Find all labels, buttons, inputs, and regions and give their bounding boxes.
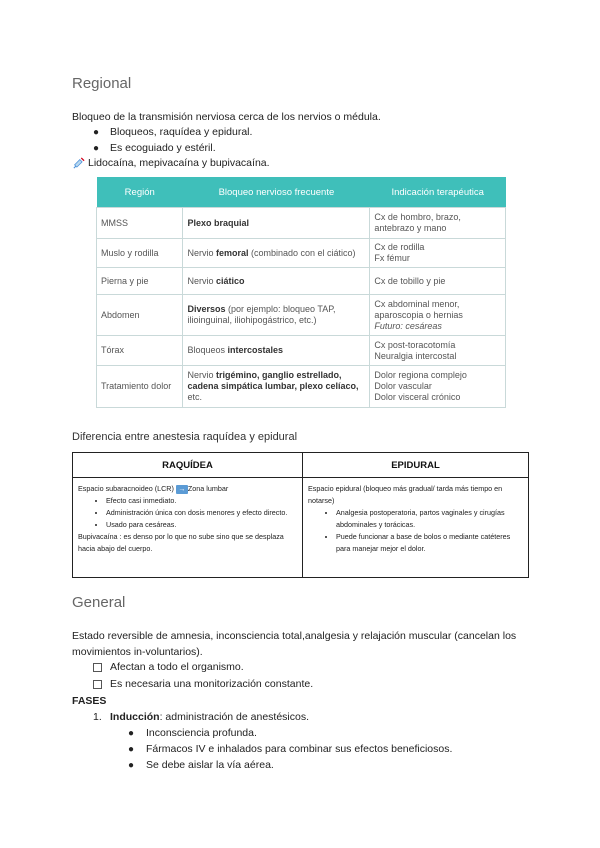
list-item: • Efecto casi inmediato. (106, 495, 297, 507)
list-item: • Puede funcionar a base de bolos o mediante catéteres para manejar mejor el dolor. (336, 531, 523, 555)
table-header: Región (97, 177, 183, 208)
table-cell: Abdomen (97, 295, 183, 336)
indication-line: Cx post-toracotomía (374, 339, 456, 350)
table-row (97, 208, 506, 239)
bold-text: ciático (215, 275, 245, 286)
indication-line: antebrazo y mano (374, 223, 447, 233)
phase-bullet: Se debe aislar la vía aérea. (146, 759, 274, 771)
phase-bullet: Fármacos IV e inhalados para combinar sus efectos beneficiosos. (146, 743, 453, 755)
table-cell (370, 336, 506, 366)
list-item: • Usado para cesáreas. (106, 519, 297, 531)
regional-bullet: Bloqueos, raquídea y epidural. (110, 126, 253, 138)
list-item: • Analgesia postoperatoria, partos vaginales y cirugías abdominales y torácicas. (336, 507, 523, 531)
regional-drugs: Lidocaína, mepivacaína y bupivacaína. (88, 157, 270, 169)
phases-label: FASES (72, 695, 107, 707)
table-cell: Tórax (97, 336, 183, 366)
epidural-list (308, 507, 523, 555)
table-cell: MMSS (97, 208, 183, 239)
bullet-icon: ● (93, 143, 100, 154)
table-header: Indicación terapéutica (370, 177, 506, 208)
checkbox-icon (93, 680, 102, 689)
table-cell (370, 208, 506, 239)
text: Nervio (187, 275, 216, 286)
check-item: Es necesaria una monitorización constante. (110, 678, 314, 690)
table-header: Bloqueo nervioso frecuente (183, 177, 370, 208)
regional-intro: Bloqueo de la transmisión nerviosa cerca de los nervios o médula. (72, 111, 381, 123)
bold-text: intercostales (227, 345, 284, 355)
text: Zona lumbar (187, 484, 229, 493)
table-cell: Pierna y pie (97, 268, 183, 295)
section-title-regional: Regional (72, 75, 132, 92)
table-cell (183, 295, 370, 336)
phase-bullet: Inconsciencia profunda. (146, 727, 257, 739)
indication-line: Dolor vascular (374, 381, 432, 391)
text: (por ejemplo: bloqueo TAP, ilioinguinal, iliohipogástrico, etc.) (187, 304, 336, 325)
raquidea-cell (73, 478, 303, 578)
bullet-icon: ● (128, 760, 135, 771)
bold-text: Plexo braquial (187, 217, 249, 228)
bupivacaina-note: Bupivacaína : es denso por lo que no sube sino que se desplaza hacia abajo del cuerpo. (78, 532, 284, 553)
text: etc. (187, 392, 202, 402)
table-cell: Muslo y rodilla (97, 239, 183, 268)
check-item: Afectan a todo el organismo. (110, 661, 244, 673)
bullet-icon: ● (128, 728, 135, 739)
general-intro-line-2: movimientos in-voluntarios). (72, 646, 203, 658)
indication-line: Cx de hombro, brazo, (374, 212, 461, 222)
column-header-epidural: EPIDURAL (303, 453, 529, 478)
bullet-icon: ● (128, 744, 135, 755)
table-row (97, 336, 506, 366)
table-row (73, 478, 529, 578)
indication-line: Cx de rodilla (374, 242, 425, 252)
table-row (97, 239, 506, 268)
bold-text: trigémino, ganglio estrellado, cadena simpática lumbar, plexo celíaco, (187, 370, 359, 391)
table-cell (370, 366, 506, 408)
phase-1 (110, 711, 309, 723)
regional-blocks-table (96, 177, 506, 408)
indication-line: Fx fémur (374, 253, 410, 263)
table-cell (183, 336, 370, 366)
text: (combinado con el ciático) (248, 247, 356, 258)
epidural-cell (303, 478, 529, 578)
table-cell (370, 239, 506, 268)
regional-bullet: Es ecoguiado y estéril. (110, 142, 216, 154)
phase-number: 1. (93, 711, 102, 723)
indication-line: Cx de tobillo y pie (374, 275, 446, 286)
table-cell (183, 268, 370, 295)
text: Nervio (187, 247, 216, 258)
table-cell (370, 268, 506, 295)
text: Espacio subaracnoideo (LCR) (78, 484, 176, 493)
indication-line: Dolor visceral crónico (374, 392, 461, 402)
indication-line: Dolor regiona complejo (374, 370, 467, 380)
text: Nervio (187, 370, 216, 380)
table-cell (183, 239, 370, 268)
indication-line: Futuro: cesáreas (374, 320, 442, 331)
indication-line: Cx abdominal menor, (374, 298, 460, 309)
phase-title: Inducción (110, 711, 160, 723)
syringe-icon (72, 157, 85, 170)
epidural-title: Espacio epidural (bloqueo más gradual/ tarda más tiempo en notarse) (308, 484, 503, 505)
table-row (97, 295, 506, 336)
table-cell (183, 208, 370, 239)
column-header-raquidea: RAQUÍDEA (73, 453, 303, 478)
bold-text: Diversos (187, 304, 226, 314)
section-title-general: General (72, 594, 126, 611)
right-arrow-icon: → (176, 485, 188, 494)
indication-line: Neuralgia intercostal (374, 350, 457, 361)
raquidea-title (78, 483, 297, 495)
indication-line: aparoscopia o hernias (374, 309, 463, 320)
table-row (97, 366, 506, 408)
table-cell (370, 295, 506, 336)
checkbox-icon (93, 663, 102, 672)
comparison-table (72, 452, 529, 578)
bold-text: femoral (215, 247, 249, 258)
comparison-heading: Diferencia entre anestesia raquídea y epidural (72, 431, 298, 443)
text: : administración de anestésicos. (159, 711, 310, 723)
table-cell (183, 366, 370, 408)
table-row (97, 268, 506, 295)
list-item: • Administración única con dosis menores y efecto directo. (106, 507, 297, 519)
bullet-icon: ● (93, 127, 100, 138)
raquidea-list (78, 495, 297, 531)
table-cell: Tratamiento dolor (97, 366, 183, 408)
general-intro-line-1: Estado reversible de amnesia, inconsciencia total,analgesia y relajación muscular (cancelan los (72, 630, 517, 642)
text: Bloqueos (187, 345, 228, 355)
